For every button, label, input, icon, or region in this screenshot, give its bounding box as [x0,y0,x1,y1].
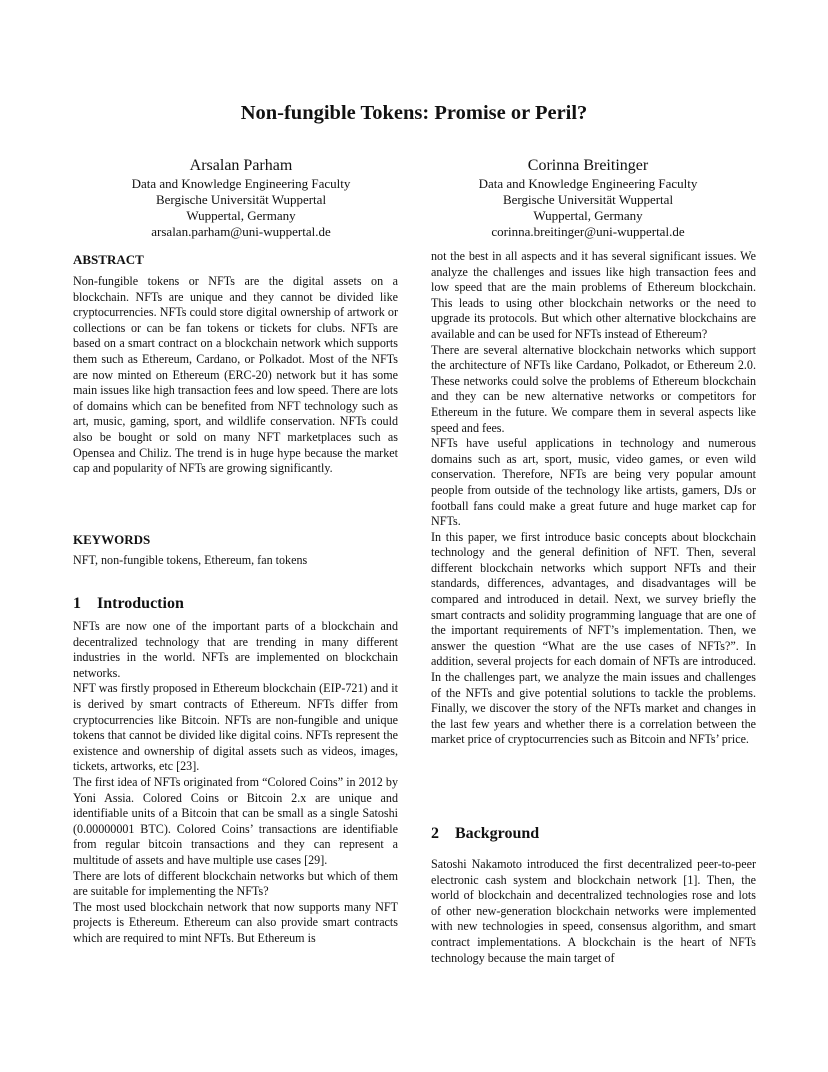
introduction-left-body [73,619,398,946]
author-name: Arsalan Parham [189,157,293,174]
paragraph: NFT was firstly proposed in Ethereum blockchain (EIP-721) and it is derived by smart contracts of Ethereum. NFTs differ from cryptocurrencies like Bitcoin. NFTs are non-fungible and unique tokens that cannot be divided like digital coins. NFTs represent the existence and ownership of digital assets such as videos, images, tickets, artworks, etc [23]. [73,681,398,774]
paragraph: In this paper, we first introduce basic concepts about blockchain technology and the general definition of NFT. Then, several different blockchain networks which support NFTs and their standards, differences, advantages, and disadvantages will be compared and introduced in detail. Next, we survey briefly the smart contracts and solidity programming language that are one of the important requirements of NFT’s implementation. Then, we answer the question “What are the use cases of NFTs?”. In addition, several projects for each domain of NFTs are introduced. In the challenges part, we analyze the main issues and challenges of the NFTs and give potential solutions to tackle the problems. Finally, we discover the story of the NFTs market and changes in the last few years and whether there is a correlation between the market price of cryptocurrencies such as Bitcoin and NFTs’ price. [431,529,756,747]
introduction-right-body [431,249,756,748]
paragraph: NFTs are now one of the important parts of a blockchain and decentralized technology that are trending in many different industries in the world. NFTs are implemented on blockchain networks. [73,619,398,680]
paragraph: The most used blockchain network that now supports many NFT projects is Ethereum. Ethereum can also provide smart contracts which are required to mint NFTs. But Ethereum is [73,899,398,945]
background-body [431,857,756,966]
author-email: arsalan.parham@uni-wuppertal.de [151,224,331,239]
author-block-2 [423,156,753,240]
author-block-1 [76,156,406,240]
abstract-heading: ABSTRACT [73,252,144,267]
author-email: corinna.breitinger@uni-wuppertal.de [491,224,685,239]
paragraph: Satoshi Nakamoto introduced the first decentralized peer-to-peer electronic cash system and blockchain network [1]. Then, the world of blockchain and decentralized technologies rose and lots of other new-generation blockchain networks were implemented with new technologies in speed, consensus algorithm, and smart contract implementations. A blockchain is the heart of NFTs technology because the main target of [431,857,756,965]
abstract-body [73,274,398,477]
paragraph: not the best in all aspects and it has several significant issues. We analyze the challenges and issues like high transaction fees and low speed that are the main problems of Ethereum blockchain. This leads to using other blockchain networks or the need to upgrade its protocols. But which other alternative blockchains are available and can be used for NFTs instead of Ethereum? [431,249,756,341]
keywords-heading: KEYWORDS [73,532,151,547]
section-heading-background [431,825,539,843]
author-location: Wuppertal, Germany [186,208,296,223]
section-number: 2 [431,825,439,842]
section-heading-introduction [73,595,184,613]
author-name: Corinna Breitinger [527,157,649,174]
paragraph: There are several alternative blockchain networks which support the architecture of NFTs like Cardano, Polkadot, or Ethereum 2.0. These networks could solve the problems of Ethereum blockchain and they can be new alternative networks or competitors for Ethereum in the future. We compare them in several aspects like speed and fees. [431,342,756,435]
author-location: Wuppertal, Germany [533,208,643,223]
paragraph: The first idea of NFTs originated from “Colored Coins” in 2012 by Yoni Assia. Colored Coins or Bitcoin 2.x are unique and identifiable units of a Bitcoin that can be small as a single Satoshi (0.00000001 BTC). Colored Coins’ transactions are identifiable from regular bitcoin transactions and they can represent a multitude of assets and have multiple use cases [29]. [73,774,398,867]
author-affiliation: Data and Knowledge Engineering Faculty [478,176,698,191]
keywords-text: NFT, non-fungible tokens, Ethereum, fan tokens [73,553,308,567]
paragraph: There are lots of different blockchain networks but which of them are suitable for implementing the NFTs? [73,868,398,899]
abstract-text: Non-fungible tokens or NFTs are the digital assets on a blockchain. NFTs are unique and they cannot be divided like cryptocurrencies. NFTs could store digital ownership of artwork or collections or can be fan tokens or tickets for clubs. NFTs are based on a smart contract on a blockchain network which supports them such as Ethereum, Cardano, or Polkadot. Most of the NFTs are now minted on Ethereum (ERC-20) network but it has some main issues like high transaction fees and low speed. There are lots of domains which can be benefited from NFT technology such as art, music, gaming, sport, and wildlife conservation. NFTs could also be bought or sold on many NFT marketplaces such as Opensea and Chiliz. The trend is in huge hype because the market cap and popularity of NFTs are growing significantly. [73,274,398,476]
author-university: Bergische Universität Wuppertal [155,192,327,207]
section-title: Background [455,825,540,842]
paper-title: Non-fungible Tokens: Promise or Peril? [240,102,588,124]
section-title: Introduction [97,595,184,612]
paragraph: NFTs have useful applications in technology and numerous domains such as art, sport, music, video games, or even wild conservation. Therefore, NFTs are being very popular amount people from outside of the technology like artists, gamers, DJs or football fans could make a great future and huge market cap for NFTs. [431,436,756,529]
keywords-body [73,553,398,569]
author-affiliation: Data and Knowledge Engineering Faculty [131,176,351,191]
author-university: Bergische Universität Wuppertal [502,192,674,207]
section-number: 1 [73,595,81,612]
